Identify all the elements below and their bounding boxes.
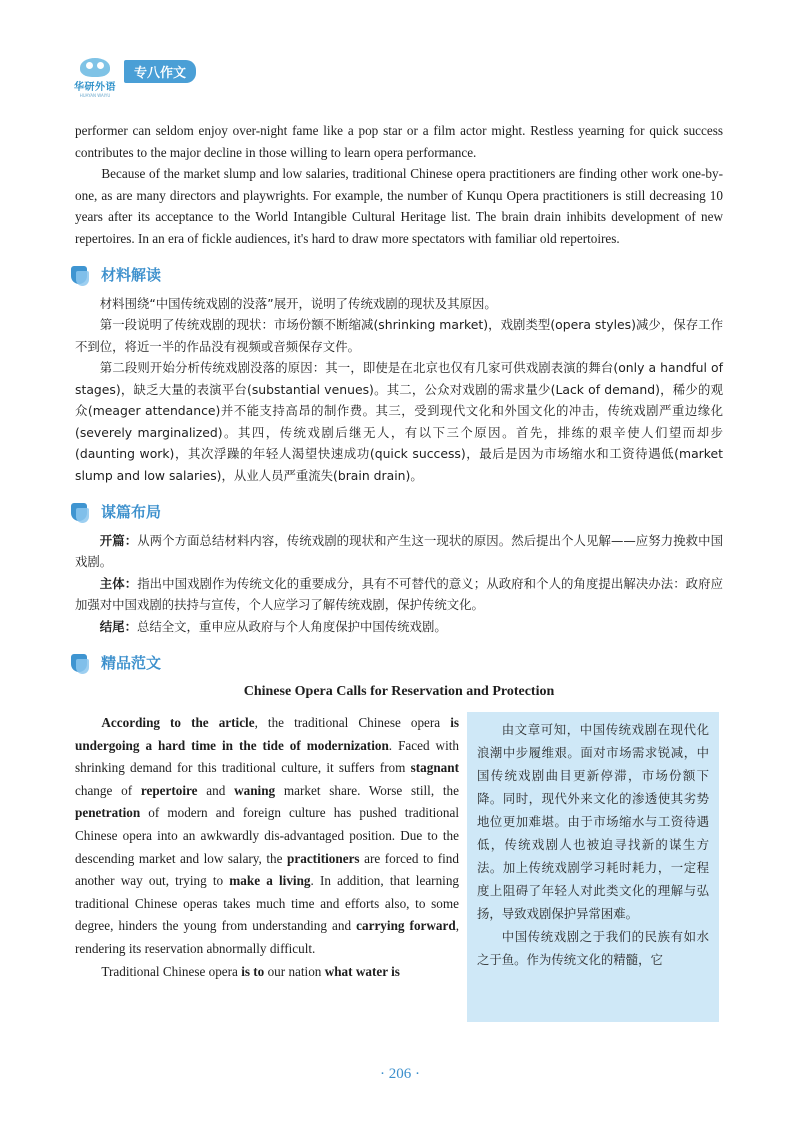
essay-text-run: our nation <box>264 963 325 979</box>
section-bookmark-icon <box>71 503 89 523</box>
section-title: 材料解读 <box>101 266 162 284</box>
essay-key-phrase: carrying forward <box>356 918 456 934</box>
essay-key-phrase: stagnant <box>410 760 459 776</box>
section-heading-structure <box>71 502 723 524</box>
essay-chinese-translation <box>467 712 719 1022</box>
essay-text-run: . In addition, that learning traditional Chinese operas takes much time and efforts also, to some degree, hinders the young from understanding and <box>75 873 460 934</box>
section-heading-essay <box>71 653 723 675</box>
essay-text-run: , rendering its reservation abnormally difficult. <box>75 918 459 956</box>
structure-ending <box>75 616 723 638</box>
logo-mascot-icon <box>80 58 110 77</box>
analysis-paragraph-2: 第一段说明了传统戏剧的现状：市场份额不断缩减(shrinking market)，戏剧类型(opera styles)减少，保存工作不到位，将近一半的作品没有视频或音频保存文件。 <box>75 317 723 354</box>
analysis-paragraph-3: 第二段则开始分析传统戏剧没落的原因：其一，即使是在北京也仅有几家可供戏剧表演的舞台(only a handful of stages)，缺乏大量的表演平台(substantial venues)。其二，公众对戏剧的需求量少(Lack of demand)，稀少的观众(meager attendance)并不能支持高昂的制作费。其三，受到现代文化和外国文化的冲击，传统戏剧严重边缘化(severely marginalized)。其四，传统戏剧后继无人，有以下三个原因。首先，排练的艰辛使人们望而却步(daunting work)，其次浮躁的年轻人渴望快速成功(quick success)，最后是因为市场缩水和工资待遇低(market slump and low salaries)，从业人员严重流失(brain drain)。 <box>75 360 723 483</box>
analysis-paragraph-1: 材料围绕“中国传统戏剧的没落”展开，说明了传统戏剧的现状及其原因。 <box>99 295 497 311</box>
page-content <box>75 120 723 1032</box>
model-essay <box>75 712 723 1032</box>
chapter-tag: 专八作文 <box>124 60 196 83</box>
essay-key-phrase: is undergoing a hard time in the tide of modernization <box>75 715 459 753</box>
essay-text-run: of modern and foreign culture has pushed traditional Chinese opera into an awkwardly dis-advantaged position. Due to the descending market and low salary, the <box>75 805 459 866</box>
page-header <box>72 58 196 98</box>
essay-text-run: are forced to find another way out, trying to <box>75 850 459 889</box>
essay-key-phrase: waning <box>234 782 276 798</box>
essay-zh-paragraph-2: 中国传统戏剧之于我们的民族有如水之于鱼。作为传统文化的精髓，它 <box>477 929 709 967</box>
structure-ending-label: 结尾： <box>99 618 137 634</box>
essay-key-phrase: practitioners <box>287 850 360 866</box>
essay-key-phrase: repertoire <box>140 782 198 798</box>
essay-title: Chinese Opera Calls for Reservation and Protection <box>243 683 555 699</box>
essay-text-run: and <box>197 782 235 798</box>
intro-paragraph-2: Because of the market slump and low salaries, traditional Chinese opera practitioners are finding other work one-by-one, as are many directors and playwrights. For example, the number of Kunqu Opera practitioners is still decreasing 10 years after its acceptance to the World Intangible Cultural Heritage list. The brain drain inhibits development of new repertoires. In an era of fickle audiences, it's hard to draw more spectators with familiar old repertoires. <box>75 166 723 246</box>
essay-key-phrase: is to <box>241 963 265 979</box>
publisher-logo <box>72 58 118 98</box>
structure-section <box>75 530 723 638</box>
essay-text-run: Traditional Chinese opera <box>101 963 242 979</box>
structure-body-text: 指出中国戏剧作为传统文化的重要成分，具有不可替代的意义；从政府和个人的角度提出解决办法：政府应加强对中国戏剧的扶持与宣传，个人应学习了解传统戏剧，保护传统文化。 <box>75 575 724 612</box>
intro-paragraph-1: performer can seldom enjoy over-night fame like a pop star or a film actor might. Restless yearning for quick success contributes to the major decline in those willing to learn opera performance. <box>75 123 723 160</box>
structure-body <box>75 573 723 616</box>
essay-en-paragraph-1 <box>75 712 459 961</box>
section-heading-analysis <box>71 265 723 287</box>
section-bookmark-icon <box>71 266 89 286</box>
section-title: 精品范文 <box>101 654 162 672</box>
essay-key-phrase: what water is <box>324 963 400 979</box>
essay-text-run: . Faced with shrinking demand for this traditional culture, it suffers from <box>75 737 459 776</box>
structure-opening <box>75 530 723 573</box>
section-bookmark-icon <box>71 654 89 674</box>
page-number: · 206 · <box>380 1066 420 1082</box>
structure-opening-label: 开篇： <box>99 532 138 548</box>
essay-key-phrase: According to the article <box>101 715 255 730</box>
essay-key-phrase: make a living <box>229 873 311 889</box>
logo-text: 华研外语 <box>74 82 116 93</box>
analysis-section <box>75 293 723 487</box>
essay-text-run: change of <box>75 782 141 798</box>
logo-subtext: HUAYAN WAIYU <box>79 93 111 98</box>
essay-english <box>75 712 459 983</box>
essay-zh-paragraph-1: 由文章可知，中国传统戏剧在现代化浪潮中步履维艰。面对市场需求锐减，中国传统戏剧曲目更新停滞，市场份额下降。同时，现代外来文化的渗透使其劣势地位更加难堪。由于市场缩水与工资待遇低，传统戏剧人也被迫寻找新的谋生方法。加上传统戏剧学习耗时耗力，一定程度上阻碍了年轻人对此类文化的理解与弘扬，导致戏剧保护异常困难。 <box>477 722 709 921</box>
structure-ending-text: 总结全文，重申应从政府与个人角度保护中国传统戏剧。 <box>136 618 447 634</box>
essay-text-run: market share. Worse still, the <box>275 782 459 798</box>
essay-key-phrase: penetration <box>75 805 141 821</box>
structure-body-label: 主体： <box>99 575 138 591</box>
essay-en-paragraph-2 <box>75 961 459 984</box>
structure-opening-text: 从两个方面总结材料内容，传统戏剧的现状和产生这一现状的原因。然后提出个人见解——应努力挽救中国戏剧。 <box>75 532 724 569</box>
section-title: 谋篇布局 <box>101 503 162 521</box>
essay-text-run: , the traditional Chinese opera <box>254 715 451 730</box>
